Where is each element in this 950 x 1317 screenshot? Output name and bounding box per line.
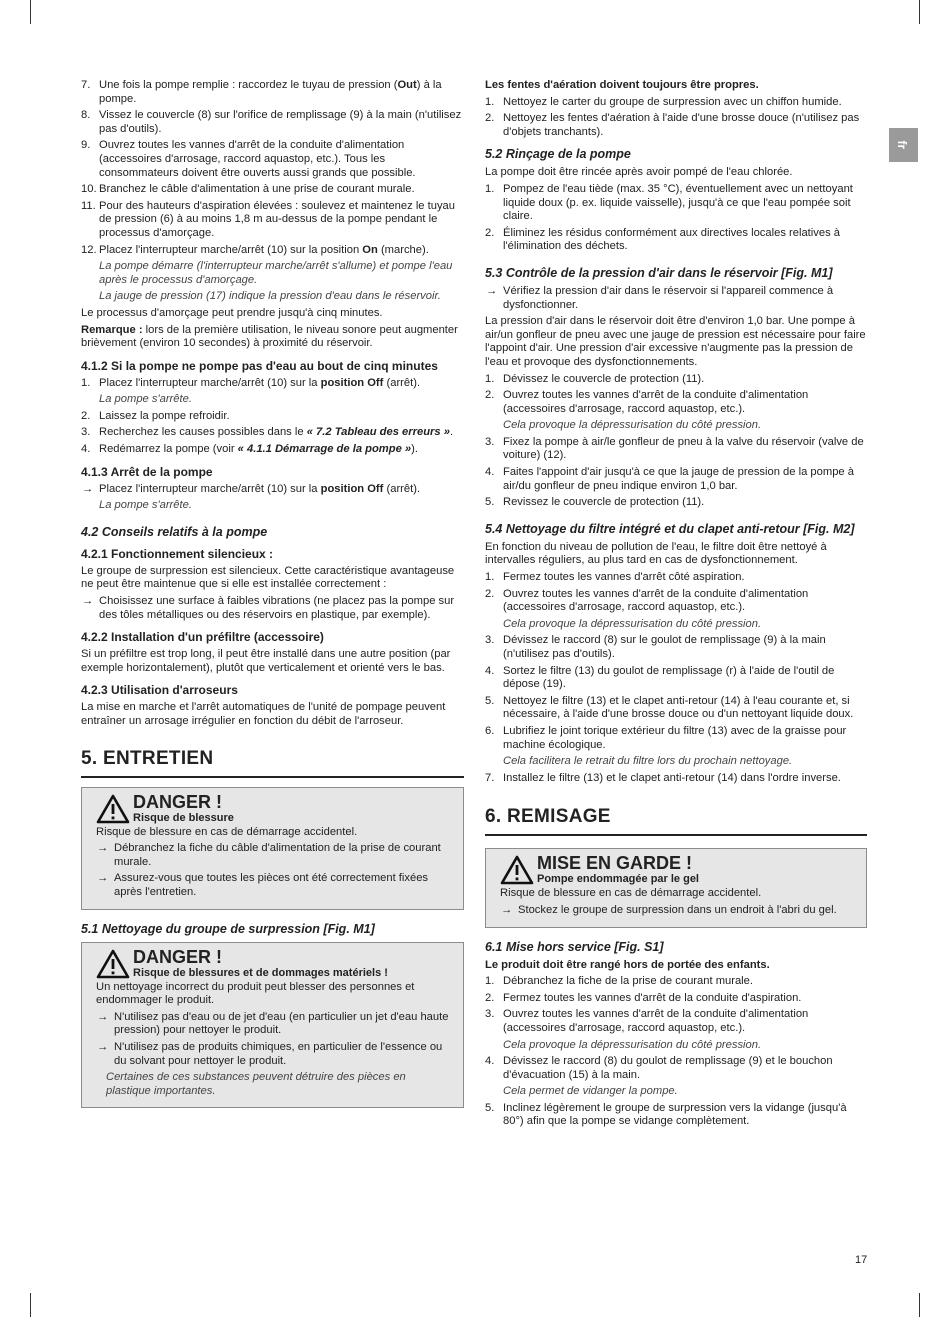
arrow-icon: → [97,872,109,885]
instruction: → Choisissez une surface à faibles vibrations (ne placez pas la pompe sur des tôles métalliques ou des réservoirs en plastique, par exemple). [82,595,455,621]
paragraph: La mise en marche et l'arrêt automatiques de l'unité de pompage peuvent entraîner un arrosage irrégulier en fonction du débit de l'arroseur. [81,701,446,727]
list-item: 4. Dévissez le raccord (8) du goulot de remplissage (9) et le bouchon d'évacuation (15) à la main. Cela permet de vidanger la pompe. [485,1055,867,1099]
list-item: 10. Branchez le câble d'alimentation à une prise de courant murale. [81,183,415,196]
list-item: 2. Fermez toutes les vannes d'arrêt de la conduite d'aspiration. [485,991,802,1004]
box-title: DANGER ! [133,791,222,812]
arrow-icon: → [82,595,94,608]
crop-mark [919,1293,920,1317]
list-item: 1. Débranchez la fiche de la prise de courant murale. [485,975,753,988]
chapter-heading: 6. REMISAGE [485,806,867,836]
list-item: 2. Ouvrez toutes les vannes d'arrêt de la conduite d'alimentation (accessoires d'arrosage, raccord aquastop, etc.). Cela provoque la dépressurisation du côté pression. [485,389,867,433]
steps-list [81,79,464,304]
list-item: 3. Ouvrez toutes les vannes d'arrêt de la conduite d'alimentation (accessoires d'arrosage, raccord aquastop, etc.). Cela provoque la dépressurisation du côté pression. [485,1008,867,1052]
paragraph: En fonction du niveau de pollution de l'eau, le filtre doit être nettoyé à intervalles réguliers, au plus tard en cas de dysfonctionnement. [485,540,827,567]
box-title: MISE EN GARDE ! [537,853,693,874]
list-item: 5. Revissez le couvercle de protection (11). [485,496,705,509]
list-item: 5. Nettoyez le filtre (13) et le clapet anti-retour (14) à l'eau courante et, si nécessaire, à l'aide d'une brosse douce ou d'un nettoyant liquide doux. [485,694,854,721]
box-subtitle: Pompe endommagée par le gel [537,873,699,886]
danger-box [81,787,464,910]
troubleshoot-list [81,377,464,457]
paragraph: La pression d'air dans le réservoir doit être d'environ 1,0 bar. Une pompe à air/un gonfleur de pneu avec une jauge de pression est nécessaire pour faire l'appoint d'air. Une pression d'air excessive n'augmente pas la pression de l'eau et provoque des dysfonctionnements. [485,315,866,368]
paragraph: Le processus d'amorçage peut prendre jusqu'à cinq minutes. [81,306,383,319]
section-heading: 4.2.3 Utilisation d'arroseurs [81,683,238,698]
list-item: 8. Vissez le couvercle (8) sur l'orifice de remplissage (9) à la main (n'utilisez pas d'outils). [81,109,462,135]
note: Certaines de ces substances peuvent détruire des pièces en plastique importantes. [106,1071,406,1097]
instruction: → Débranchez la fiche du câble d'alimentation de la prise de courant murale. [97,842,441,868]
section-heading: 5.3 Contrôle de la pression d'air dans le réservoir [Fig. M1] [485,265,833,280]
crop-mark [30,1293,31,1317]
note: La pompe s'arrête. [99,499,192,512]
list-item: 3. Recherchez les causes possibles dans le « 7.2 Tableau des erreurs ». [81,426,454,439]
paragraph-heading: Le produit doit être rangé hors de portée des enfants. [485,958,770,971]
paragraph-heading: Les fentes d'aération doivent toujours être propres. [485,79,759,91]
paragraph: Risque de blessure en cas de démarrage accidentel. [500,887,762,900]
section-heading: 4.2 Conseils relatifs à la pompe [81,524,268,539]
danger-box [81,942,464,1109]
list-item: 3. Dévissez le raccord (8) sur le goulot de remplissage (9) à la main (n'utilisez pas d'outils). [485,634,826,660]
page-number: 17 [855,1254,868,1266]
language-tab: fr [889,128,918,162]
list-item: 1. Nettoyez le carter du groupe de surpression avec un chiffon humide. [485,95,842,108]
instruction: → N'utilisez pas de produits chimiques, en particulier de l'essence ou du solvant pour nettoyer le produit. [97,1040,443,1067]
warning-icon [96,794,130,824]
section-heading: 5.4 Nettoyage du filtre intégré et du clapet anti-retour [Fig. M2] [485,521,855,536]
warning-icon [500,855,534,885]
list-item: 4. Sortez le filtre (13) du goulot de remplissage (r) à l'aide de l'outil de dépose (19). [485,664,835,691]
list-item: 1. Dévissez le couvercle de protection (11). [485,372,705,385]
rinse-list [485,183,867,254]
arrow-icon: → [97,1010,109,1023]
box-title: DANGER ! [133,946,222,967]
pressure-list [485,373,867,510]
paragraph: Risque de blessure en cas de démarrage accidentel. [96,825,358,838]
note: Cela facilitera le retrait du filtre lors du prochain nettoyage. [503,755,793,768]
list-item: 11. Pour des hauteurs d'aspiration élevées : soulevez et maintenez le tuyau de pression (6) à au moins 1,8 m au-dessus de la pompe pendant le processus d'amorçage. [81,199,456,239]
paragraph: Un nettoyage incorrect du produit peut blesser des personnes et endommager le produit. [96,980,415,1007]
paragraph: La pompe doit être rincée après avoir pompé de l'eau chlorée. [485,166,793,179]
paragraph: Si un préfiltre est trop long, il peut être installé dans une autre position (par exemple horizontalement), plutôt que verticalement et orienté vers le bas. [81,648,451,674]
arrow-icon: → [486,284,498,297]
instruction: → N'utilisez pas d'eau ou de jet d'eau (en particulier un jet d'eau haute pression) pour nettoyer le produit. [97,1010,449,1037]
list-item: 12. Placez l'interrupteur marche/arrêt (10) sur la position On (marche). La pompe démarre (l'interrupteur marche/arrêt s'allume) et pompe l'eau après le processus d'amorçage. La jauge de pression (17) indique la pression d'eau dans le réservoir. [81,244,464,304]
arrow-icon: → [501,903,513,916]
list-item: 2. Laissez la pompe refroidir. [81,409,230,422]
caution-box [485,848,867,927]
arrow-icon: → [97,1040,109,1053]
section-heading: 4.2.1 Fonctionnement silencieux : [81,546,274,561]
left-column [81,79,464,1108]
list-item: 7. Une fois la pompe remplie : raccordez le tuyau de pression (Out) à la pompe. [81,79,442,105]
list-item: 3. Fixez la pompe à air/le gonfleur de pneu à la valve du réservoir (valve de voiture) (12). [485,435,864,462]
list-item: 2. Éliminez les résidus conformément aux directives locales relatives à l'élimination des déchets. [485,226,841,253]
list-item: 4. Faites l'appoint d'air jusqu'à ce que la jauge de pression de la pompe à air/du gonfleur de pneu indique environ 1,0 bar. [485,466,854,492]
paragraph: Le groupe de surpression est silencieux. Cette caractéristique avantageuse ne peut être maintenue que si elle est installée correctement : [81,564,455,591]
section-heading: 4.2.2 Installation d'un préfiltre (accessoire) [81,630,324,645]
crop-mark [30,0,31,24]
list-item: 6. Lubrifiez le joint torique extérieur du filtre (13) avec de la graisse pour machine écologique. Cela facilitera le retrait du filtre lors du prochain nettoyage. [485,725,867,769]
list-item: 1. Pompez de l'eau tiède (max. 35 °C), éventuellement avec un nettoyant liquide doux (p. ex. liquide vaisselle), jusqu'à ce que l'eau pompée soit claire. [485,182,853,223]
instruction: → Stockez le groupe de surpression dans un endroit à l'abri du gel. [501,903,837,916]
instruction: → Assurez-vous que toutes les pièces ont été correctement fixées après l'entretien. [97,872,429,898]
note: Cela provoque la dépressurisation du côté pression. [503,617,762,630]
instruction: → Vérifiez la pression d'air dans le réservoir si l'appareil commence à dysfonctionner. [486,284,834,311]
list-item: 1. Placez l'interrupteur marche/arrêt (10) sur la position Off (arrêt). La pompe s'arrête. [81,377,464,407]
section-heading: 4.1.3 Arrêt de la pompe [81,464,213,479]
crop-mark [919,0,920,24]
section-heading: 5.1 Nettoyage du groupe de surpression [Fig. M1] [81,921,375,936]
right-column [485,79,867,1132]
section-heading: 4.1.2 Si la pompe ne pompe pas d'eau au bout de cinq minutes [81,358,438,373]
list-item: 1. Fermez toutes les vannes d'arrêt côté aspiration. [485,571,745,584]
warning-icon [96,949,130,979]
note: La jauge de pression (17) indique la pression d'eau dans le réservoir. [99,290,441,303]
note: Cela provoque la dépressurisation du côté pression. [503,419,762,432]
box-subtitle: Risque de blessure [133,811,234,824]
note: Cela provoque la dépressurisation du côté pression. [503,1038,762,1051]
list-item: 2. Ouvrez toutes les vannes d'arrêt de la conduite d'alimentation (accessoires d'arrosage, raccord aquastop, etc.). Cela provoque la dépressurisation du côté pression. [485,588,867,632]
chapter-heading: 5. ENTRETIEN [81,748,464,778]
note: Cela permet de vidanger la pompe. [503,1085,678,1098]
list-item: 9. Ouvrez toutes les vannes d'arrêt de la conduite d'alimentation (accessoires d'arrosage, raccord aquastop, etc.). Tous les consommateurs doivent être ouverts aussi grands que possible. [81,139,416,179]
note: La pompe démarre (l'interrupteur marche/arrêt s'allume) et pompe l'eau après le processus d'amorçage. [99,260,453,286]
section-heading: 6.1 Mise hors service [Fig. S1] [485,939,664,954]
list-item: 4. Redémarrez la pompe (voir « 4.1.1 Démarrage de la pompe »). [81,443,418,456]
list-item: 5. Inclinez légèrement le groupe de surpression vers la vidange (jusqu'à 80°) afin que la pompe se vidange complètement. [485,1101,847,1128]
section-heading: 5.2 Rinçage de la pompe [485,147,631,162]
box-subtitle: Risque de blessures et de dommages matériels ! [133,966,388,979]
arrow-icon: → [82,482,94,495]
arrow-icon: → [97,842,109,855]
remark: Remarque : lors de la première utilisation, le niveau sonore peut augmenter brièvement (environ 10 secondes) à proximité du réservoir. [81,323,458,350]
note: La pompe s'arrête. [99,393,192,406]
instruction: → Placez l'interrupteur marche/arrêt (10) sur la position Off (arrêt). [82,482,421,495]
list-item: 7. Installez le filtre (13) et le clapet anti-retour (14) dans l'ordre inverse. [485,771,841,784]
filter-list [485,571,867,785]
storage-list [485,975,867,1129]
list-item: 2. Nettoyez les fentes d'aération à l'aide d'une brosse douce (n'utilisez pas d'objets tranchants). [485,112,860,138]
cleaning-list [485,96,867,140]
